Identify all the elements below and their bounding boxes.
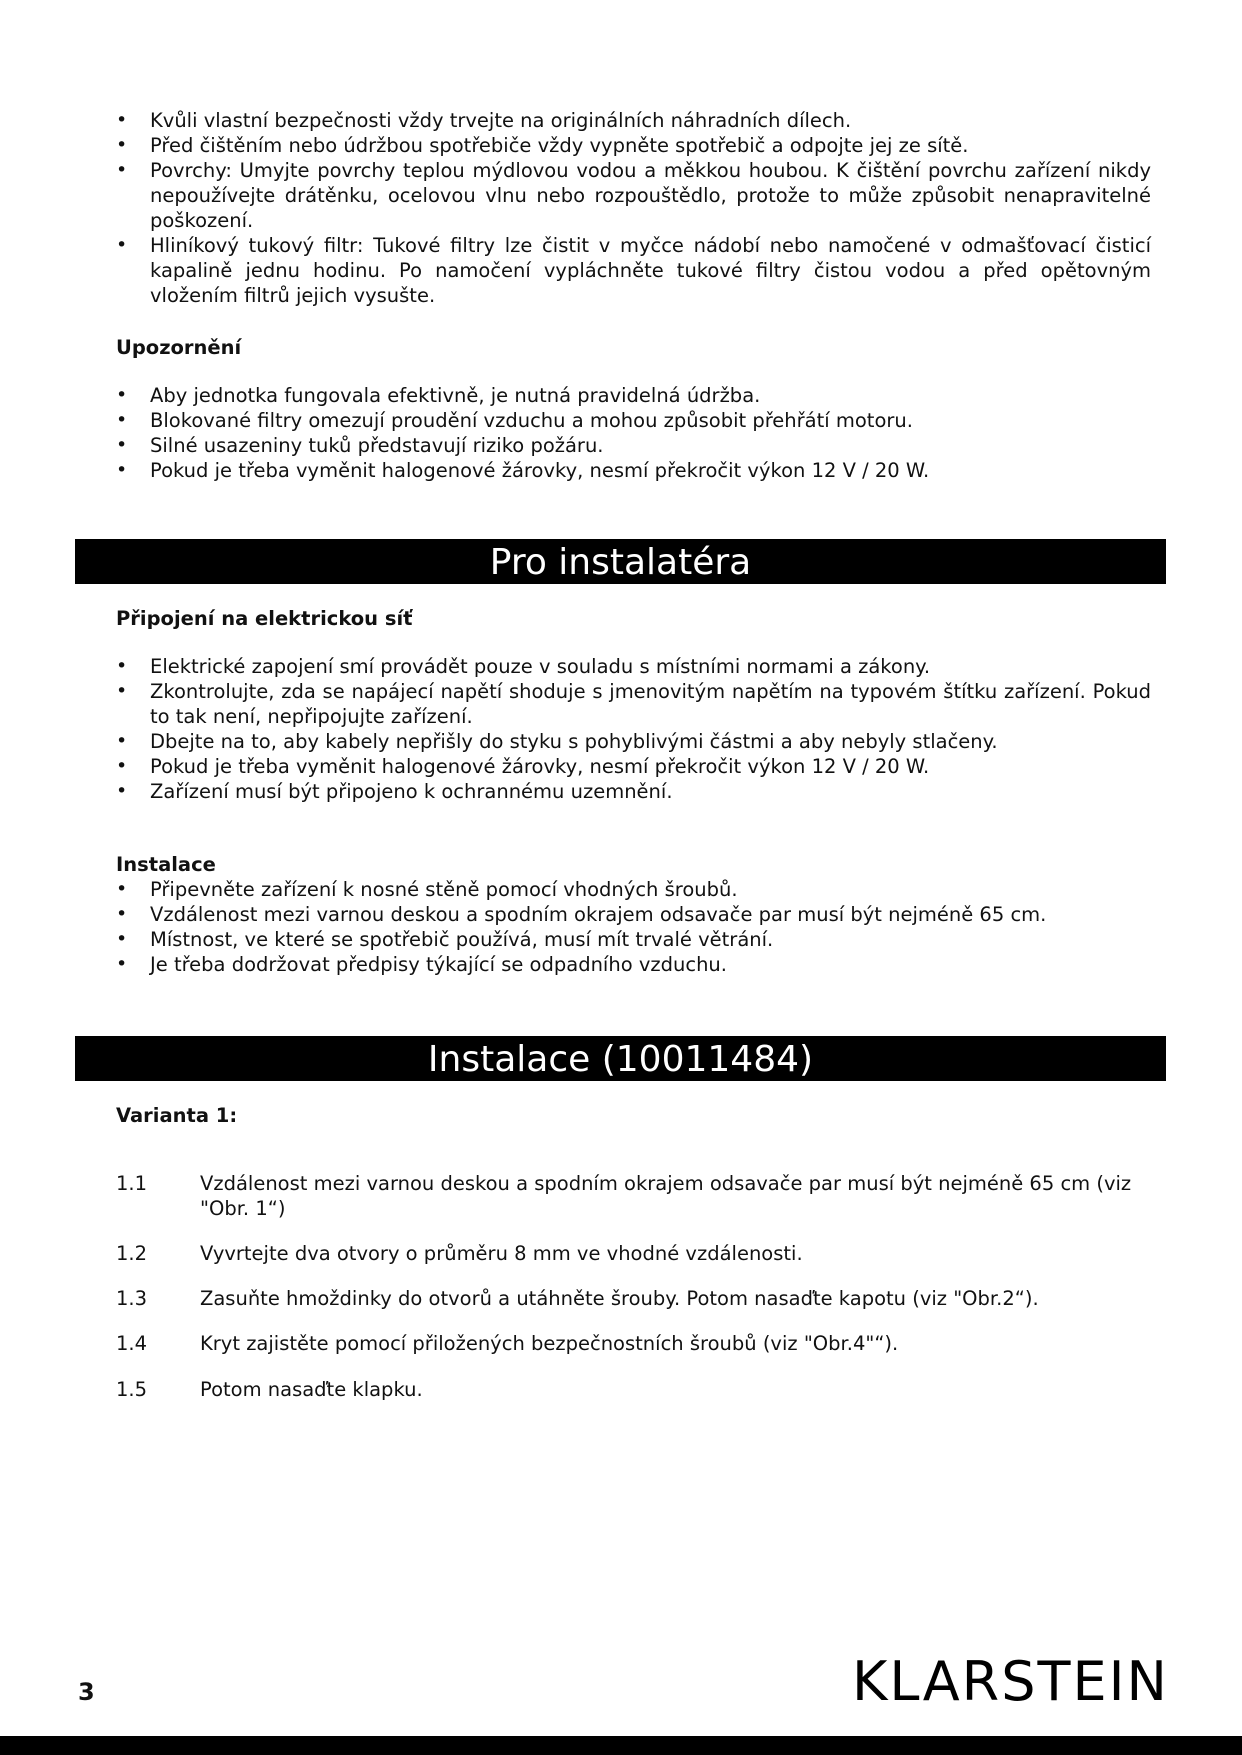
step-item [116, 1331, 1151, 1356]
step-number: 1.4 [116, 1332, 148, 1355]
footer-divider [0, 1736, 1242, 1755]
list-item: • Povrchy: Umyjte povrchy teplou mýdlovou vodou a měkkou houbou. K čištění povrchu zařízení nikdy nepoužívejte drátěnku, ocelovou vlnu nebo rozpouštědlo, protože to může způsobit nenapravitelné poškození. [116, 158, 1151, 233]
step-text: Potom nasaďte klapku. [200, 1378, 423, 1401]
list-item: • Kvůli vlastní bezpečnosti vždy trvejte na originálních náhradních dílech. [116, 108, 1151, 133]
list-item: • Blokované filtry omezují proudění vzduchu a mohou způsobit přehřátí motoru. [116, 408, 1151, 433]
list-item: • Dbejte na to, aby kabely nepřišly do styku s pohyblivými částmi a aby nebyly stlačeny. [116, 729, 1151, 754]
page-number: 3 [78, 1678, 95, 1706]
brand-logo: KLARSTEIN [852, 1650, 1169, 1713]
list-item: • Silné usazeniny tuků představují riziko požáru. [116, 433, 1151, 458]
step-text: Vyvrtejte dva otvory o průměru 8 mm ve vhodné vzdálenosti. [200, 1242, 803, 1265]
electrical-list [116, 654, 1151, 804]
step-item [116, 1241, 1151, 1266]
warning-heading: Upozornění [116, 336, 242, 359]
list-item: • Před čištěním nebo údržbou spotřebiče vždy vypněte spotřebič a odpojte jej ze sítě. [116, 133, 1151, 158]
list-item: • Připevněte zařízení k nosné stěně pomocí vhodných šroubů. [116, 877, 1151, 902]
warning-list [116, 383, 1151, 483]
list-item: • Je třeba dodržovat předpisy týkající se odpadního vzduchu. [116, 952, 1151, 977]
maintenance-list [116, 108, 1151, 308]
step-item [116, 1286, 1151, 1311]
step-number: 1.5 [116, 1378, 148, 1401]
step-text: Vzdálenost mezi varnou deskou a spodním okrajem odsavače par musí být nejméně 65 cm (viz "Obr. 1“) [200, 1172, 1132, 1220]
step-item [116, 1377, 1151, 1402]
section-bar-installer: Pro instalatéra [75, 539, 1166, 584]
list-item: • Pokud je třeba vyměnit halogenové žárovky, nesmí překročit výkon 12 V / 20 W. [116, 458, 1151, 483]
installation-heading: Instalace [116, 853, 216, 876]
list-item: • Pokud je třeba vyměnit halogenové žárovky, nesmí překročit výkon 12 V / 20 W. [116, 754, 1151, 779]
list-item: • Elektrické zapojení smí provádět pouze v souladu s místními normami a zákony. [116, 654, 1151, 679]
variant-heading: Varianta 1: [116, 1104, 238, 1127]
step-number: 1.2 [116, 1242, 148, 1265]
electrical-heading: Připojení na elektrickou síť [116, 607, 413, 630]
section-bar-install-model: Instalace (10011484) [75, 1036, 1166, 1081]
list-item: • Vzdálenost mezi varnou deskou a spodním okrajem odsavače par musí být nejméně 65 cm. [116, 902, 1151, 927]
step-text: Zasuňte hmoždinky do otvorů a utáhněte šrouby. Potom nasaďte kapotu (viz "Obr.2“). [200, 1287, 1039, 1310]
list-item: • Zařízení musí být připojeno k ochrannému uzemnění. [116, 779, 1151, 804]
list-item: • Hliníkový tukový filtr: Tukové filtry lze čistit v myčce nádobí nebo namočené v odmašťovací čisticí kapalině jednu hodinu. Po namočení vypláchněte tukové filtry čistou vodou a před opětovným vložením filtrů jejich vysušte. [116, 233, 1151, 308]
step-text: Kryt zajistěte pomocí přiložených bezpečnostních šroubů (viz "Obr.4"“). [200, 1332, 899, 1355]
step-number: 1.1 [116, 1172, 148, 1195]
step-number: 1.3 [116, 1287, 148, 1310]
installation-list [116, 877, 1151, 977]
step-item [116, 1171, 1151, 1221]
list-item: • Místnost, ve které se spotřebič používá, musí mít trvalé větrání. [116, 927, 1151, 952]
list-item: • Zkontrolujte, zda se napájecí napětí shoduje s jmenovitým napětím na typovém štítku zařízení. Pokud to tak není, nepřipojujte zařízení. [116, 679, 1151, 729]
list-item: • Aby jednotka fungovala efektivně, je nutná pravidelná údržba. [116, 383, 1151, 408]
